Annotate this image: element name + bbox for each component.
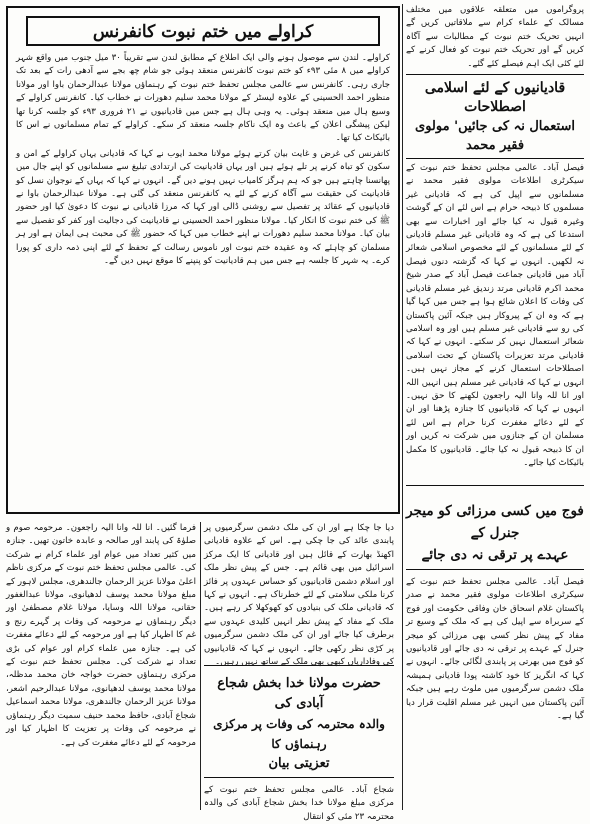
condolence-headline-line1: حضرت مولانا خدا بخش شجاع آبادی کی: [217, 676, 381, 711]
middle-body-wrap: [204, 522, 394, 668]
right-top-paragraph: پروگراموں میں متعلقہ علاقوں میں مختلف مسالک کے علماء کرام سے ملاقاتیں کریں گے انہیں تحریک ختم نبوت کے مطالبات سے آگاہ کریں گے اور تحریک ختم نبوت کو فعال کرنے کے لئے کئی ایک اہم فیصلے کئے گئے۔: [406, 5, 584, 69]
story2-body-wrap: [406, 576, 584, 786]
story2-headline: [406, 500, 584, 570]
column-separator: [200, 522, 201, 810]
middle-column: [204, 522, 394, 822]
left-column: [6, 522, 196, 810]
story1-body-wrap: [406, 162, 584, 482]
lead-headline: کراولے میں ختم نبوت کانفرنس: [92, 21, 314, 42]
condolence-headline: [204, 674, 394, 778]
divider: [406, 485, 584, 486]
condolence-body-wrap: [204, 784, 394, 824]
middle-body-top: دیا جا چکا ہے اور ان کی ملک دشمن سرگرمیوں پر پابندی عائد کی جا چکی ہے۔ اس کے علاوہ قادیانی اکھنڈ بھارت کے قائل ہیں اور قادیانی کا ایک مرکز اسرائیل میں بھی قائم ہے۔ جس کے پیش نظر ملک اور اسلام دشمن قادیانیوں کو حساس عہدوں پر فائز کرنا ملکی سلامتی کے لئے خطرناک ہے۔ انہوں نے کہا کہ قادیانی ملک کی بنیادوں کو کھوکھلا کر رہے ہیں۔ ملک کے مفاد کے پیش نظر انہیں کلیدی عہدوں سے برطرف کیا جائے اور ان کی ملک دشمن سرگرمیوں پر کڑی نظر رکھی جائے۔ انہوں نے کہا کہ قادیانیوں کی وفاداریاں کبھی بھی ملک کے ساتھ نہیں رہیں۔: [204, 523, 394, 668]
condolence-body: شجاع آباد۔ عالمی مجلس تحفظ ختم نبوت کے مرکزی مبلغ مولانا خدا بخش شجاع آبادی کی والدہ محترمہ ۲۳ مئی کو انتقال: [204, 785, 394, 822]
lead-story-box: [6, 6, 400, 514]
story2-headline-line1: فوج میں کسی مرزائی کو میجر جنرل کے: [406, 503, 584, 542]
lead-body-1: کراولے۔ لندن سے موصول ہونے والی ایک اطلاع کے مطابق لندن سے تقریباً ۳۰ میل جنوب میں واقع شہر کراولے میں ۸ مئی ۹۳ء کو ختم نبوت کانفرنس منعقد ہوئی جو شام چھ بجے سے آدھی رات کے بعد تک جاری رہی۔ کانفرنس سے عالمی مجلس تحفظ ختم نبوت کے رہنماؤں مولانا عبدالرحمان باوا اور مولانا منظور احمد الحسینی کے علاوہ لیسٹر کے مولانا محمد سلیم دھورات نے خطاب کیا۔ کانفرنس کراولے کے وسیع ہال میں منعقد ہوئی۔ یہ وہی ہال ہے جس میں قادیانیوں نے ۲۱ فروری ۹۳ء کو جلسہ کرنا تھا لیکن پیشگی اعلان کے باعث وہ ایک ناکام جلسہ منعقد کر سکے۔ کراولے کے تمام مسلمانوں نے اس کا بائیکاٹ کیا تھا۔: [16, 53, 390, 144]
story1-headline: [406, 79, 584, 159]
lead-body-2: کانفرنس کی غرض و غایت بیان کرتے ہوئے مولانا محمد ایوب نے کہا کہ قادیانی یہاں کراولے کے امن و سکون کو تباہ کرنے پر تلے ہوئے ہیں اور یہاں قادیانیت کی ارتدادی تبلیغ سے مسلمانوں کو اپنے جال میں پھانسنا چاہتے ہیں جو کہ ہم ہرگز کامیاب نہیں ہونے دیں گے۔ انہوں نے کہا کہ یہاں کے نوجوان نسل کو قادیانیت کی حقیقت سے آگاہ کرنے کے لئے یہ کانفرنس منعقد کی گئی ہے۔ مولانا عبدالرحمان باوا نے قادیانیوں کے عقائد پر تفصیل سے روشنی ڈالی اور کہا کہ مرزا قادیانی نے نبوت کا دعویٰ کیا اور حضور ﷺ کی ختم نبوت کا انکار کیا۔ مولانا منظور احمد الحسینی نے قادیانیت کی دجالیت اور کفر کو تفصیل سے بیان کیا۔ مولانا محمد سلیم دھورات نے اپنے خطاب میں کہا کہ حضور ﷺ کی محبت ہی ایمان ہے اور ہر مسلمان کو چاہئے کہ وہ عقیدہ ختم نبوت اور ناموس رسالت کے تحفظ کے لئے اپنی ذمہ داری کو پورا کرے۔ یہ شہر کا جلسہ ہے جس میں ہم قادیانیت کو پنپنے کا موقع نہیں دیں گے۔: [16, 148, 390, 267]
column-separator: [402, 4, 403, 810]
story1-body: فیصل آباد۔ عالمی مجلس تحفظ ختم نبوت کے سیکرٹری اطلاعات مولوی فقیر محمد نے مسلمانوں سے اپیل کی ہے کہ قادیانی غیر مسلموں کا ذبیحہ حرام ہے اس لئے ان کے گوشت وغیرہ قبول نہ کیا جائے اور اخبارات سے بھی استدعا کی ہے کہ وہ قادیانی غیر مسلم قادیانی کے لئے مسلمانوں کے لئے مخصوص اسلامی شعائر نہ لکھیں۔ انہوں نے کہا کہ گزشتہ دنوں فیصل آباد میں قادیانی جماعت فیصل آباد کے صدر شیخ محمد اکرم قادیانی مرتد زندیق غیر مسلم قادیانی کی وفات کا اعلان شائع ہوا ہے جس میں کہا گیا ہے کہ وہ ان کے پیروکار ہیں جبکہ آئین پاکستان کی رو سے قادیانی غیر مسلم ہیں اور وہ اسلامی شعائر استعمال نہیں کر سکتے۔ انہوں نے کہا کہ قادیانی مرتد تعزیرات پاکستان کے تحت اسلامی اصطلاحات استعمال کرنے کے مجاز نہیں ہیں۔ انہوں نے کہا کہ قادیانی غیر مسلم ہیں انہیں اللہ اور انا للہ وانا الیہ راجعون لکھنے کا حق نہیں۔ انہوں نے کہا کہ قادیانیوں کا جنازہ پڑھنا اور ان کے لئے دعائے مغفرت کرنا حرام ہے اس لئے مسلمان ان کے جنازوں میں شرکت نہ کریں اور ان کا ذبیحہ قبول نہ کیا جائے۔ قادیانیوں کا مکمل بائیکاٹ کیا جائے۔: [406, 163, 584, 468]
divider: [406, 74, 584, 75]
right-column: [406, 4, 584, 810]
story2-headline-line2: عہدے پر ترقی نہ دی جائے: [406, 544, 584, 570]
left-body: فرما گئیں۔ انا للہ وانا الیہ راجعون۔ مرحومہ صوم و صلوٰۃ کی پابند اور صالحہ و عابدہ خاتون تھیں۔ جنازہ میں کثیر تعداد میں عوام اور علماء کرام نے شرکت کی۔ عالمی مجلس تحفظ ختم نبوت کے مرکزی ناظم اعلیٰ مولانا عزیز الرحمان جالندھری، مجلس لاہور کے مبلغ مولانا محمد یوسف لدھیانوی، مولانا عبدالغفور حقانی، مولانا اللہ وسایا، مولانا غلام مصطفیٰ اور دیگر رہنماؤں نے مرحومہ کی وفات پر گہرے رنج و غم کا اظہار کیا ہے اور مرحومہ کے لئے دعائے مغفرت کی ہے۔ جنازہ میں علماء کرام اور عوام کی بڑی تعداد نے شرکت کی۔ مجلس تحفظ ختم نبوت کے مرکزی رہنماؤں حضرت خواجہ خان محمد مدظلہ، مولانا محمد یوسف لدھیانوی، مولانا عبدالرحیم اشعر، مولانا عزیز الرحمان جالندھری، مولانا محمد اسماعیل شجاع آبادی، حافظ محمد حنیف سمیت دیگر رہنماؤں نے مرحومہ کی وفات پر تعزیت کا اظہار کیا اور مرحومہ کے لئے دعائے مغفرت کی ہے۔: [6, 523, 196, 748]
condolence-headline-line2: والدہ محترمہ کی وفات پر مرکزی رہنماؤں کا: [213, 717, 385, 751]
condolence-headline-line3: تعزیتی بیان: [204, 754, 394, 778]
lead-headline-frame: [26, 16, 380, 46]
story2-body: فیصل آباد۔ عالمی مجلس تحفظ ختم نبوت کے سیکرٹری اطلاعات مولوی فقیر محمد نے صدر پاکستان غلام اسحاق خان وفاقی حکومت اور فوج کے سربراہ سے اپیل کی ہے کہ ملک کے وسیع تر مفاد کے پیش نظر کسی بھی مرزائی کو میجر جنرل کے عہدے پر ترقی نہ دی جائے اور قادیانیوں کو فوج میں بھرتی پر پابندی لگائی جائے۔ انہوں نے کہا کہ انگریز کا خود کاشتہ پودا قادیانی ہمیشہ ملک دشمن سرگرمیوں میں ملوث رہے ہیں جبکہ آئین پاکستان میں انہیں غیر مسلم اقلیت قرار دیا گیا ہے۔: [406, 577, 584, 722]
story1-headline-line1: قادیانیوں کے لئے اسلامی اصطلاحات: [424, 80, 566, 116]
lead-body-wrap: [16, 52, 390, 504]
story1-headline-line2: استعمال نہ کی جائیں' مولوی فقیر محمد: [406, 117, 584, 159]
